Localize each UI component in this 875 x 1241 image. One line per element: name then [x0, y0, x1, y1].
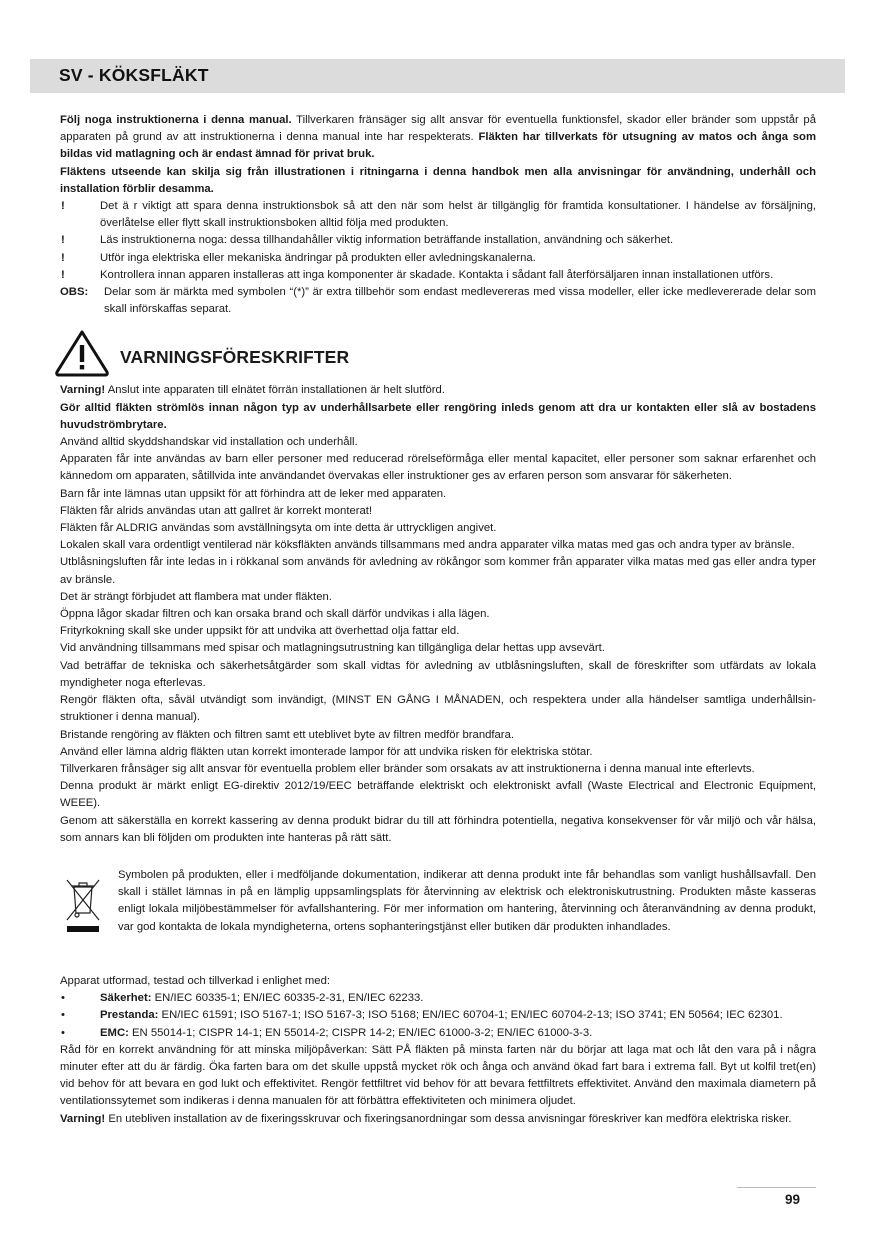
- final-warning: [60, 1111, 816, 1128]
- page-number: 99: [785, 1192, 801, 1207]
- warning-line: Denna produkt är märkt enligt EG-direktiv 2012/19/EEC beträffande elektriskt och elektroniskt avfall (Waste Electrical and Electronic Equipment, WEEE).: [60, 780, 816, 810]
- warning-triangle-icon: [52, 328, 112, 378]
- weee-notice: [60, 867, 816, 951]
- standards-intro: Apparat utformad, testad och tillverkad i enlighet med:: [60, 974, 331, 987]
- exclamation-mark: !: [61, 268, 65, 281]
- warning-label: Varning!: [60, 384, 106, 397]
- exclamation-mark: !: [61, 200, 65, 213]
- page-title: SV - KÖKSFLÄKT: [59, 65, 209, 85]
- important-note-text: Läs instruktionerna noga: dessa tillhandahåller viktig information beträffande installation, användning och säkerhet.: [100, 234, 674, 247]
- warning-line: Det är strängt förbjudet att flambera mat under fläkten.: [60, 590, 332, 603]
- standard-text: EN/IEC 60335-1; EN/IEC 60335-2-31, EN/IEC 62233.: [151, 992, 424, 1005]
- warning-line: Rengör fläkten ofta, såväl utvändigt som invändigt, (MINST EN GÅNG I MÅNADEN, och respektera under alla händelser samtliga underhållsin-struktioner i denna manual).: [60, 694, 816, 724]
- important-note-text: Det ä r viktigt att spara denna instruktionsbok så att den när som helst är tillgänglig för framtida konsultationer. I händelse av försäljning, överlåtelse eller flytt skall instruktionsboken alltid följa med produkten.: [100, 200, 816, 230]
- standard-item: [60, 1007, 816, 1024]
- important-note-item: [60, 267, 816, 284]
- exclamation-mark: !: [61, 251, 65, 264]
- important-note-text: Utför inga elektriska eller mekaniska ändringar på produkten eller avledningskanalerna.: [100, 251, 536, 264]
- appearance-note-text: Fläktens utseende kan skilja sig från illustrationen i ritningarna i denna handbok men alla anvisningar för användning, underhåll och installation förblir desamma.: [60, 165, 816, 195]
- intro-paragraph: [60, 112, 816, 164]
- standard-item: [60, 990, 816, 1007]
- important-notes-list: [60, 198, 816, 284]
- warning-line: Fläkten får ALDRIG användas som avställningsyta om inte detta är uttryckligen angivet.: [60, 522, 497, 535]
- warning-line: Apparaten får inte användas av barn eller personer med reducerad rörelseförmåga eller mental kapacitet, eller personer som saknar erfarenhet och kännedom om apparaten, såtillvida inte användandet övervakas eller instruktioner ges av erfaren person som ansvarar för säkerheten.: [60, 453, 816, 483]
- important-note-item: [60, 198, 816, 232]
- bullet-mark: •: [61, 992, 65, 1005]
- warning-line: Genom att säkerställa en korrekt kassering av denna produkt bidrar du till att förhindra potentiella, negativa konsekvenser för vår miljö och vår hälsa, som annars kan bli följden om produkten inte hanteras på rätt sätt.: [60, 814, 816, 844]
- intro-bold-purpose: Fläkten har tillverkats för utsugning av matos och ånga som bildas vid matlagning och är endast ämnad för privat bruk.: [60, 131, 816, 161]
- warnings-list: [60, 434, 816, 847]
- warning-line: Använd alltid skyddshandskar vid installation och underhåll.: [60, 436, 358, 449]
- final-warning-label: Varning!: [60, 1112, 106, 1125]
- warning-line: Fläkten får alrids användas utan att gallret är korrekt monterat!: [60, 504, 373, 517]
- standard-text: EN 55014-1; CISPR 14-1; EN 55014-2; CISPR 14-2; EN/IEC 61000-3-2; EN/IEC 61000-3-3.: [128, 1026, 593, 1039]
- obs-label: OBS:: [60, 286, 89, 299]
- warning-line: Vad beträffar de tekniska och säkerhetsåtgärder som skall vidtas för avledning av utblåsningsluften, skall de föreskrifter som utfärdats av lokala myndigheter noga efterlevas.: [60, 659, 816, 689]
- warning-line: Tillverkaren frånsäger sig allt ansvar för eventuella problem eller bränder som orsakats av att instruktionerna i denna manual inte efterlevts.: [60, 762, 755, 775]
- intro-bold-lead: Följ noga instruktionerna i denna manual.: [60, 114, 292, 126]
- document-body: [60, 112, 816, 1128]
- warnings-header: [60, 326, 816, 382]
- intro-text: Tillverkaren fränsäger sig allt ansvar för eventuella funktionsfel, skador eller bränder som uppstår på apparaten på grund av att instruktionerna i denna manual inte har respekterats.: [60, 114, 816, 144]
- warning-line-connect: [60, 382, 816, 399]
- standard-label: Säkerhet:: [100, 992, 152, 1005]
- warning-disconnect-text: Gör alltid fläkten strömlös innan någon typ av underhållsarbete eller rengöring inleds genom att dra ur kontakten eller slå av bostadens huvudströmbrytare.: [60, 401, 816, 431]
- warning-line: Öppna lågor skadar filtren och kan orsaka brand och skall därför undvikas i alla lägen.: [60, 608, 490, 621]
- warning-line: Använd eller lämna aldrig fläkten utan korrekt imonterade lampor för att undvika risken för elektriska stötar.: [60, 745, 593, 758]
- appearance-note: [60, 164, 816, 198]
- weee-text: Symbolen på produkten, eller i medföljande dokumentation, indikerar att denna produkt inte får behandlas som vanligt hushållsavfall. Den skall i stället lämnas in på en lämplig uppsamlingsplats för återvinning av elektrisk och elektroniskutrustning. Produkten måste kasseras enligt lokala miljöbestämmelser för avfallshantering. För mer information om hantering, återvinning och återanvändning av denna produkt, var god kontakta de lokala myndigheterna, ortens sophanteringstjänst eller butiken där produkten inhandlades.: [118, 868, 816, 933]
- standards-list: [60, 990, 816, 1042]
- warning-line: Lokalen skall vara ordentligt ventilerad när köksfläkten används tillsammans med andra apparater vilka matas med gas och andra typer av bränsle.: [60, 539, 795, 552]
- standard-item: [60, 1025, 816, 1042]
- warning-line: Bristande rengöring av fläkten och filtren samt ett uteblivet byte av filtren medför brandfara.: [60, 728, 514, 741]
- important-note-item: [60, 250, 816, 267]
- final-warning-text: En utebliven installation av de fixeringsskruvar och fixeringsanordningar som dessa anvisningar föreskriver kan medföra elektriska risker.: [105, 1112, 792, 1125]
- warnings-heading: VARNINGSFÖRESKRIFTER: [120, 347, 350, 368]
- crossed-out-wheelie-bin-icon: [64, 875, 102, 935]
- footer-divider: [737, 1187, 816, 1188]
- warning-line: Utblåsningsluften får inte ledas in i rökkanal som används för avledning av rökångor som kommer från apparater vilka matas med gas eller andra typer av bränsle.: [60, 556, 816, 586]
- standard-label: EMC:: [100, 1026, 129, 1039]
- standard-text: EN/IEC 61591; ISO 5167-1; ISO 5167-3; ISO 5168; EN/IEC 60704-1; EN/IEC 60704-2-13; ISO 3741; EN 50564; IEC 62301.: [158, 1009, 783, 1022]
- warning-line: Frityrkokning skall ske under uppsikt för att undvika att överhettad olja fattar eld.: [60, 625, 460, 638]
- warning-connect-text: Anslut inte apparaten till elnätet förrän installationen är helt slutförd.: [105, 384, 445, 397]
- warning-line: Vid användning tillsammans med spisar och matlagningsutrustning kan tillgängliga delar hettas upp avsevärt.: [60, 642, 605, 655]
- bullet-mark: •: [61, 1009, 65, 1022]
- section-title-bar: [30, 59, 845, 93]
- important-note-item: [60, 232, 816, 249]
- warning-line-disconnect: [60, 400, 816, 434]
- bullet-mark: •: [61, 1026, 65, 1039]
- exclamation-mark: !: [61, 234, 65, 247]
- important-note-text: Kontrollera innan apparen installeras att inga komponenter är skadade. Kontakta i sådant fall återförsäljaren innan installationen utförs.: [100, 268, 774, 281]
- obs-note: [60, 284, 816, 318]
- warning-line: Barn får inte lämnas utan uppsikt för att förhindra att de leker med apparaten.: [60, 487, 447, 500]
- obs-text: Delar som är märkta med symbolen “(*)” är extra tillbehör som endast medlevereras med vissa modeller, eller icke medlevererade delar som skall införskaffas separat.: [104, 286, 816, 316]
- standard-label: Prestanda:: [100, 1009, 159, 1022]
- environment-advice: Råd för en korrekt användning för att minska miljöpåverkan: Sätt PÅ fläkten på minsta farten när du börjar att laga mat och låt den vara på i några minuter efter att du är färdig. Öka farten bara om det skulle uppstå mycket rök och ånga och använd ökad fart bara i extrema fall. Byt ut kolfil tret(en) vid behov för att bevara en god lukt och effektivitet. Rengör fettfiltret vid behov för att bevara fettfiltrets effektivitet. Använd den maximala diametern på ventilationssytemet som indikeras i denna manualen för att förbättra effektiviteten och minimera oljudet.: [60, 1043, 816, 1108]
